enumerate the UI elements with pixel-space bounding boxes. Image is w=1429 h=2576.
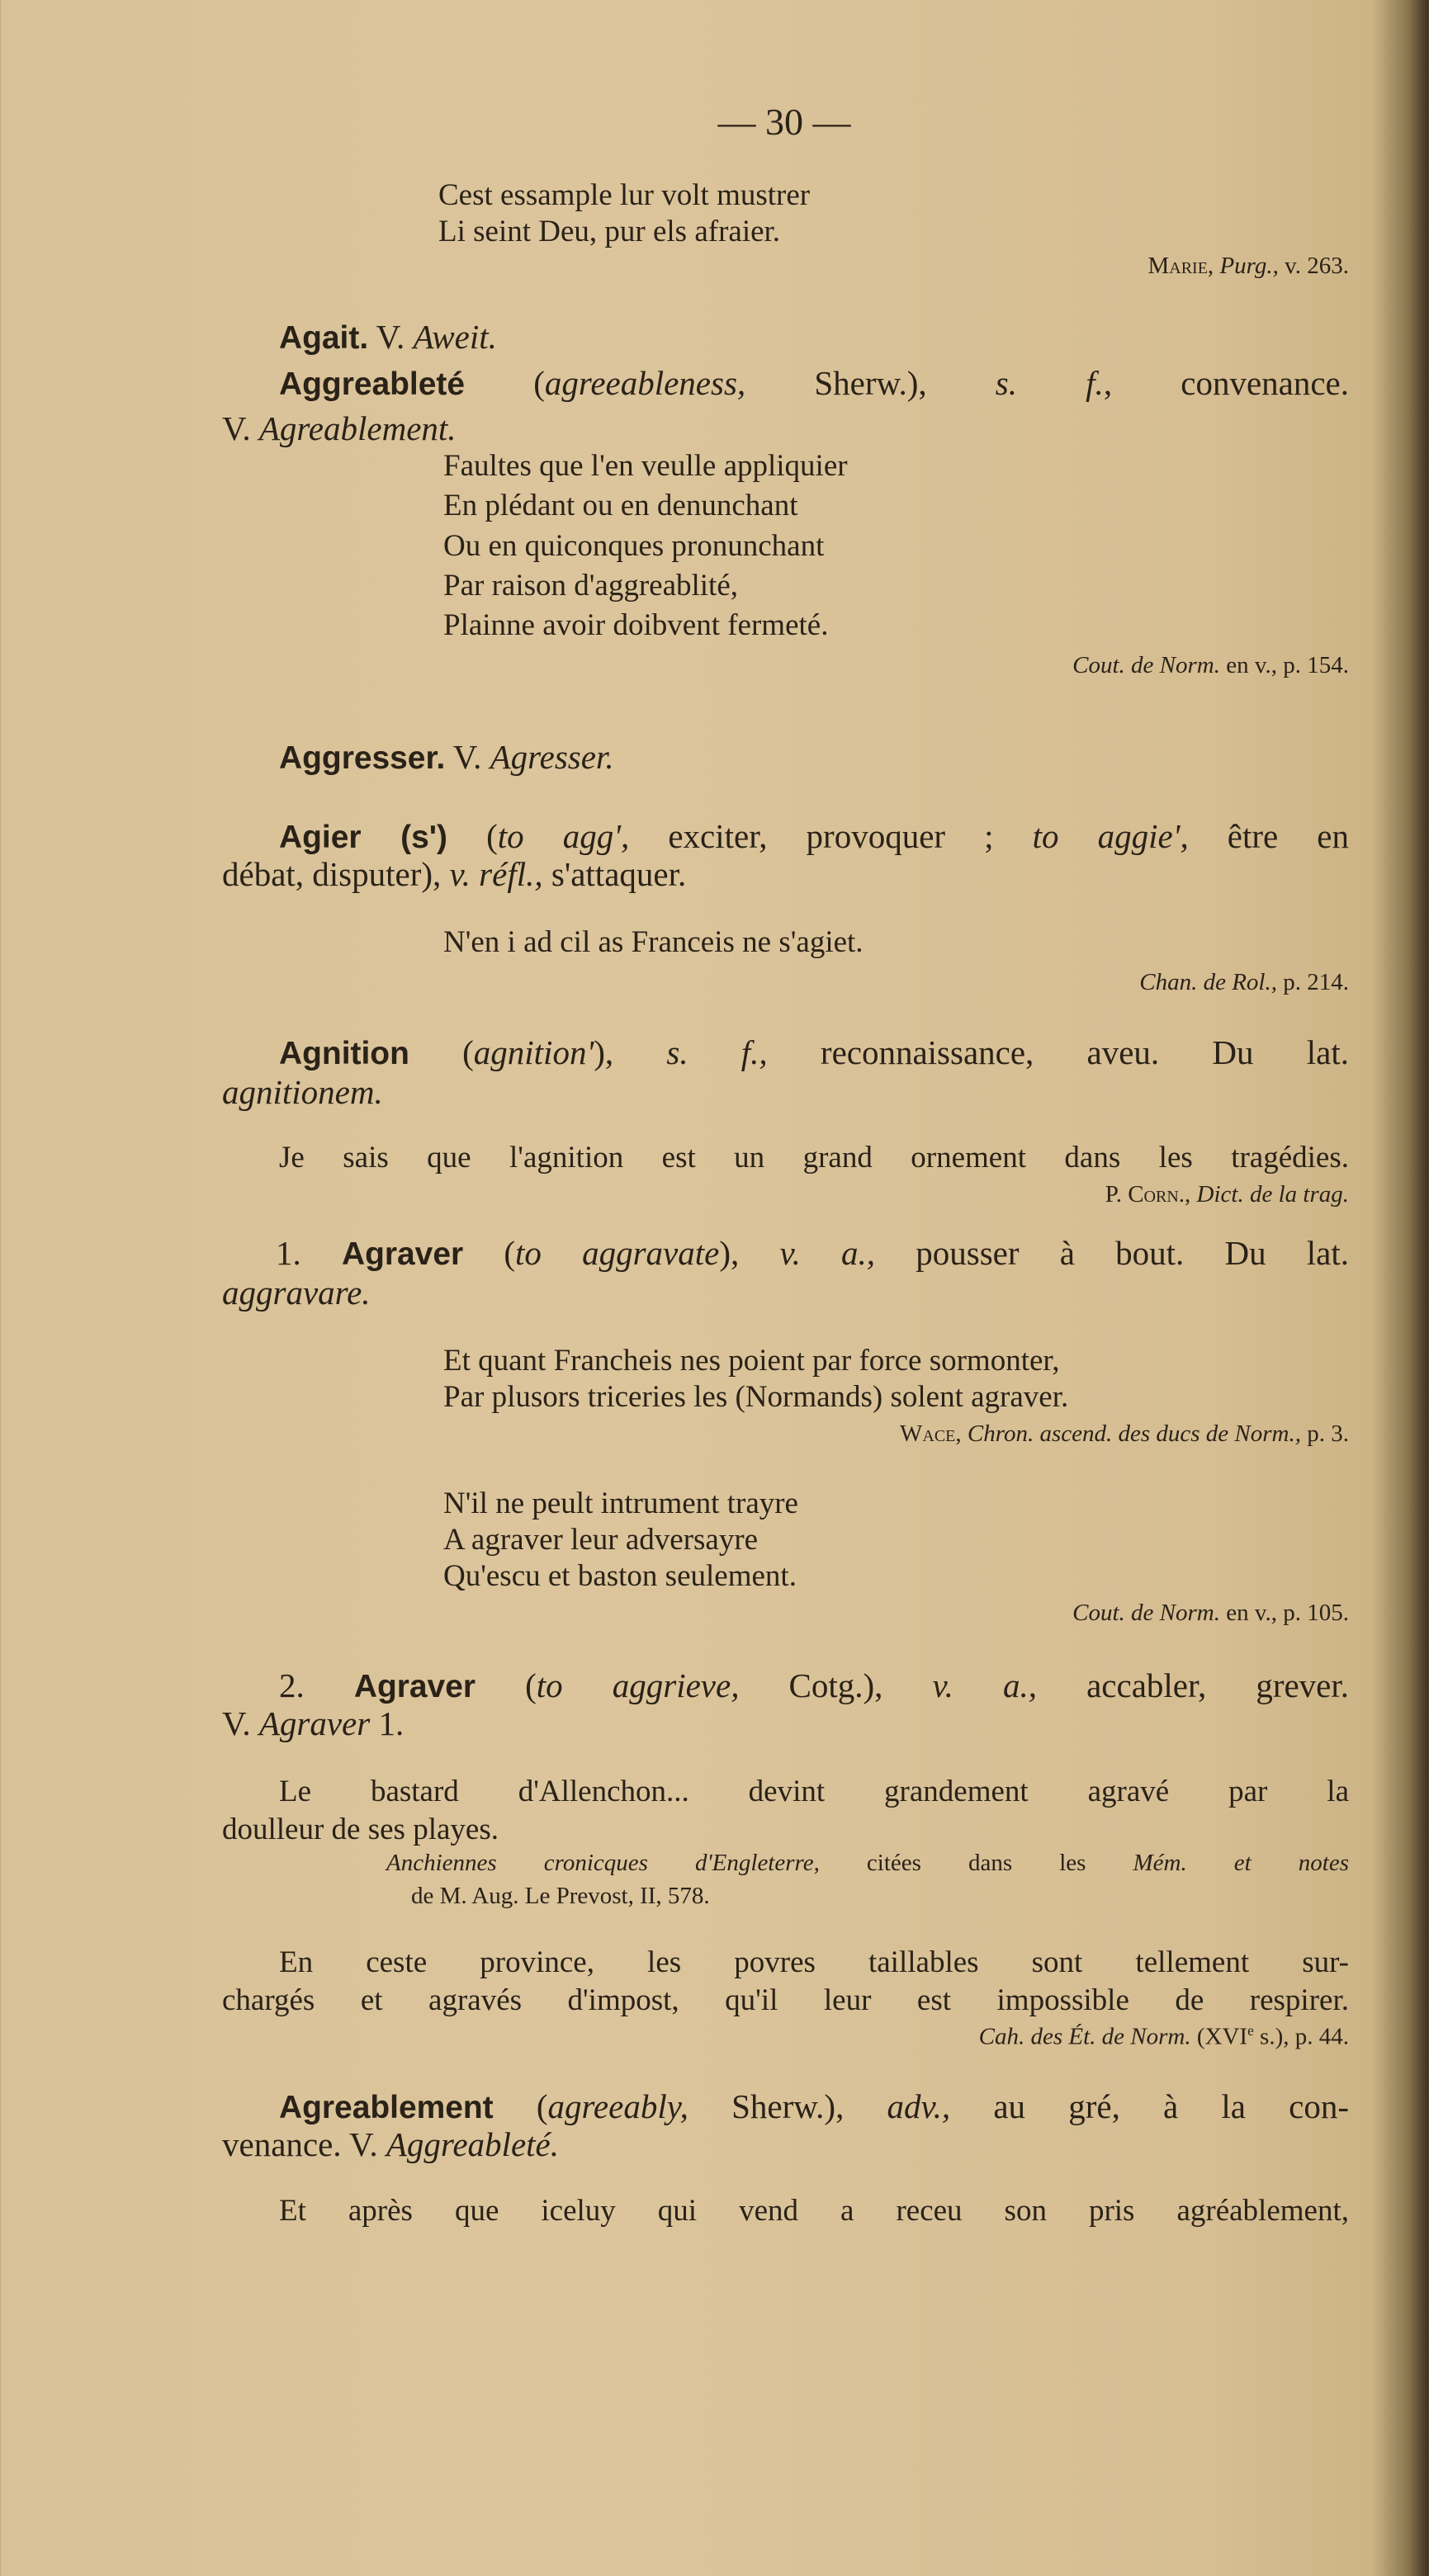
text: Et quant Francheis nes poient par force sormonter, [443,1344,1060,1378]
italic-text: Cout. de Norm. [1072,1600,1220,1627]
quote-line [443,608,828,644]
entry-line [222,1704,404,1743]
entry-line [279,738,614,778]
text: Li seint Deu, pur els afraier. [438,215,781,249]
italic-text: v. a., [932,1666,1038,1704]
citation-line [1147,253,1349,280]
italic-text: v. a., [779,1233,876,1272]
citation-line [1105,1181,1349,1208]
small-caps-text: Wace, [900,1420,962,1448]
text: Par plusors triceries les (Normands) solent agraver. [443,1380,1069,1415]
citation-line [411,1883,710,1910]
quote-line [443,529,824,565]
italic-text: Aweit. [413,317,497,356]
text: P. [1105,1181,1129,1208]
text: accabler, grever. [1037,1666,1350,1704]
quote-line [443,1344,1060,1379]
italic-text: to aggravate [515,1233,720,1272]
entry-line [222,2125,559,2164]
text: ( [493,2087,548,2125]
entry-line [279,318,497,357]
text: ( [463,1233,515,1272]
entry-line [222,409,457,448]
quote-line [438,178,810,214]
quote-line [443,1380,1068,1416]
entry-line [222,1073,383,1112]
italic-text: v. réfl., [449,854,543,893]
quote-line [279,1141,1349,1176]
text: débat, disputer), [222,854,450,893]
text: ( [409,1033,474,1071]
headword: Agraver [353,1668,476,1704]
text: ), [719,1233,780,1272]
text: s.), p. 44. [1253,2023,1349,2050]
text: Et après que iceluy qui vend a receu son pris agréablement, [279,2194,1349,2229]
italic-text: Purg. [1214,253,1273,280]
entry-line [279,2087,1349,2127]
quote-line [443,1523,758,1558]
headword: Agnition [279,1035,409,1071]
italic-text: s. f. [995,363,1104,402]
entry-line [279,1666,1349,1706]
headword: Agraver [341,1236,464,1272]
text: ( [465,363,545,402]
entry-line [279,1033,1349,1073]
citation-line [1072,652,1349,679]
text: venance. V. [222,2125,386,2163]
text: doulleur de ses playes. [222,1813,499,1847]
text: Sherw.), [688,2087,887,2125]
entry-line [279,817,1349,857]
citation-line [1139,969,1349,996]
text: V. [222,409,259,447]
text: en v., p. 154. [1220,652,1349,679]
text: En ceste province, les povres taillables sont tellement sur- [279,1945,1349,1980]
entry-line [276,1234,1349,1274]
text: être en [1188,816,1349,855]
italic-text: agnitionem. [222,1072,383,1111]
text: A agraver leur adversayre [443,1523,759,1557]
italic-text: s. f., [666,1033,768,1071]
citation-line [386,1850,1349,1877]
italic-text: aggravare. [222,1273,371,1312]
italic-text: to aggie', [1032,816,1189,855]
italic-text: agreeableness, [544,363,746,402]
headword: Agait. [279,319,369,356]
quote-line [279,2194,1349,2229]
text: V. [445,737,490,776]
text: Plainne avoir doibvent fermeté. [443,608,829,643]
italic-text: Aggreableté. [386,2125,559,2163]
text: V. [222,1704,259,1742]
text: Cest essample lur volt mustrer [438,178,811,213]
italic-text: Chan. de Rol., [1139,969,1277,996]
italic-text: Cah. des Ét. de Norm. [978,2023,1191,2050]
text: en v., p. 105. [1220,1600,1349,1627]
text: reconnaissance, aveu. Du lat. [767,1033,1349,1071]
text: En plédant ou en denunchant [443,489,798,523]
text: 1. [276,1233,342,1272]
italic-text: to agg', [497,816,630,855]
small-caps-text: Corn., [1128,1181,1191,1208]
text: Je sais que l'agnition est un grand ornement dans les tragédies. [279,1141,1349,1175]
text: Qu'escu et baston seulement. [443,1559,797,1594]
italic-text: adv., [887,2087,951,2125]
quote-line [443,489,797,524]
page-number: — 30 — [717,101,851,143]
italic-text: Agraver [258,1704,371,1742]
text: s'attaquer. [542,854,687,893]
entry-line [222,1274,371,1312]
citation-line [1072,1600,1349,1627]
quote-line [443,1559,797,1595]
headword: Aggreableté [279,366,466,402]
quote-line [279,1775,1349,1810]
italic-text: Agreablement. [258,409,457,447]
text: Par raison d'aggreablité, [443,569,739,603]
quote-line [443,925,864,961]
text: , convenance. [1103,363,1349,402]
superscript: e [1247,2022,1254,2040]
quote-line [438,215,780,250]
italic-text: Anchiennes cronicques d'Engleterre, [386,1850,820,1877]
italic-text: agreeably, [547,2087,688,2125]
headword: Agier (s') [279,819,448,855]
quote-line [222,1983,1349,2019]
quote-line [222,1813,499,1848]
quote-line [443,449,848,484]
text: au gré, à la con- [950,2087,1349,2125]
headword: Aggresser. [279,740,446,776]
text: Sherw.), [745,363,996,402]
quote-line [443,569,738,604]
text: ), [594,1033,667,1071]
text: p. 214. [1277,969,1349,996]
headword: Agreablement [279,2089,494,2125]
text: citées dans les [819,1850,1133,1877]
text: (XVI [1190,2023,1248,2050]
text: chargés et agravés d'impost, qu'il leur est impossible de respirer. [222,1983,1349,2018]
quote-line [443,1487,798,1522]
italic-text: Agresser. [490,737,614,776]
text: pousser à bout. Du lat. [875,1233,1350,1272]
citation-line [900,1420,1349,1448]
text: N'en i ad cil as Franceis ne s'agiet. [443,925,864,960]
text: p. 3. [1301,1420,1349,1448]
text: V. [368,317,414,356]
text: N'il ne peult intrument trayre [443,1487,798,1521]
text: Cotg.), [739,1666,933,1704]
text: 1. [370,1704,405,1742]
text: Faultes que l'en veulle appliquier [443,449,848,484]
text: 2. [279,1666,354,1704]
italic-text: agnition' [473,1033,594,1071]
italic-text: Mém. et notes [1133,1850,1349,1877]
citation-line [979,2022,1349,2051]
small-caps-text: Marie, [1147,253,1214,280]
text: ( [447,816,498,855]
italic-text: to aggrieve, [536,1666,740,1704]
italic-text: Cout. de Norm. [1072,652,1220,679]
entry-line [222,855,686,894]
text: Le bastard d'Allenchon... devint grandement agravé par la [279,1775,1349,1809]
quote-line [279,1945,1349,1981]
italic-text: Dict. de la trag. [1190,1181,1349,1208]
text: ( [476,1666,537,1704]
italic-text: Chron. ascend. des ducs de Norm., [961,1420,1301,1448]
text: Ou en quiconques pronunchant [443,529,825,564]
text: exciter, provoquer ; [629,816,1033,855]
text: , v. 263. [1272,253,1349,280]
entry-line [279,364,1349,404]
text: de M. Aug. Le Prevost, II, 578. [411,1883,710,1910]
